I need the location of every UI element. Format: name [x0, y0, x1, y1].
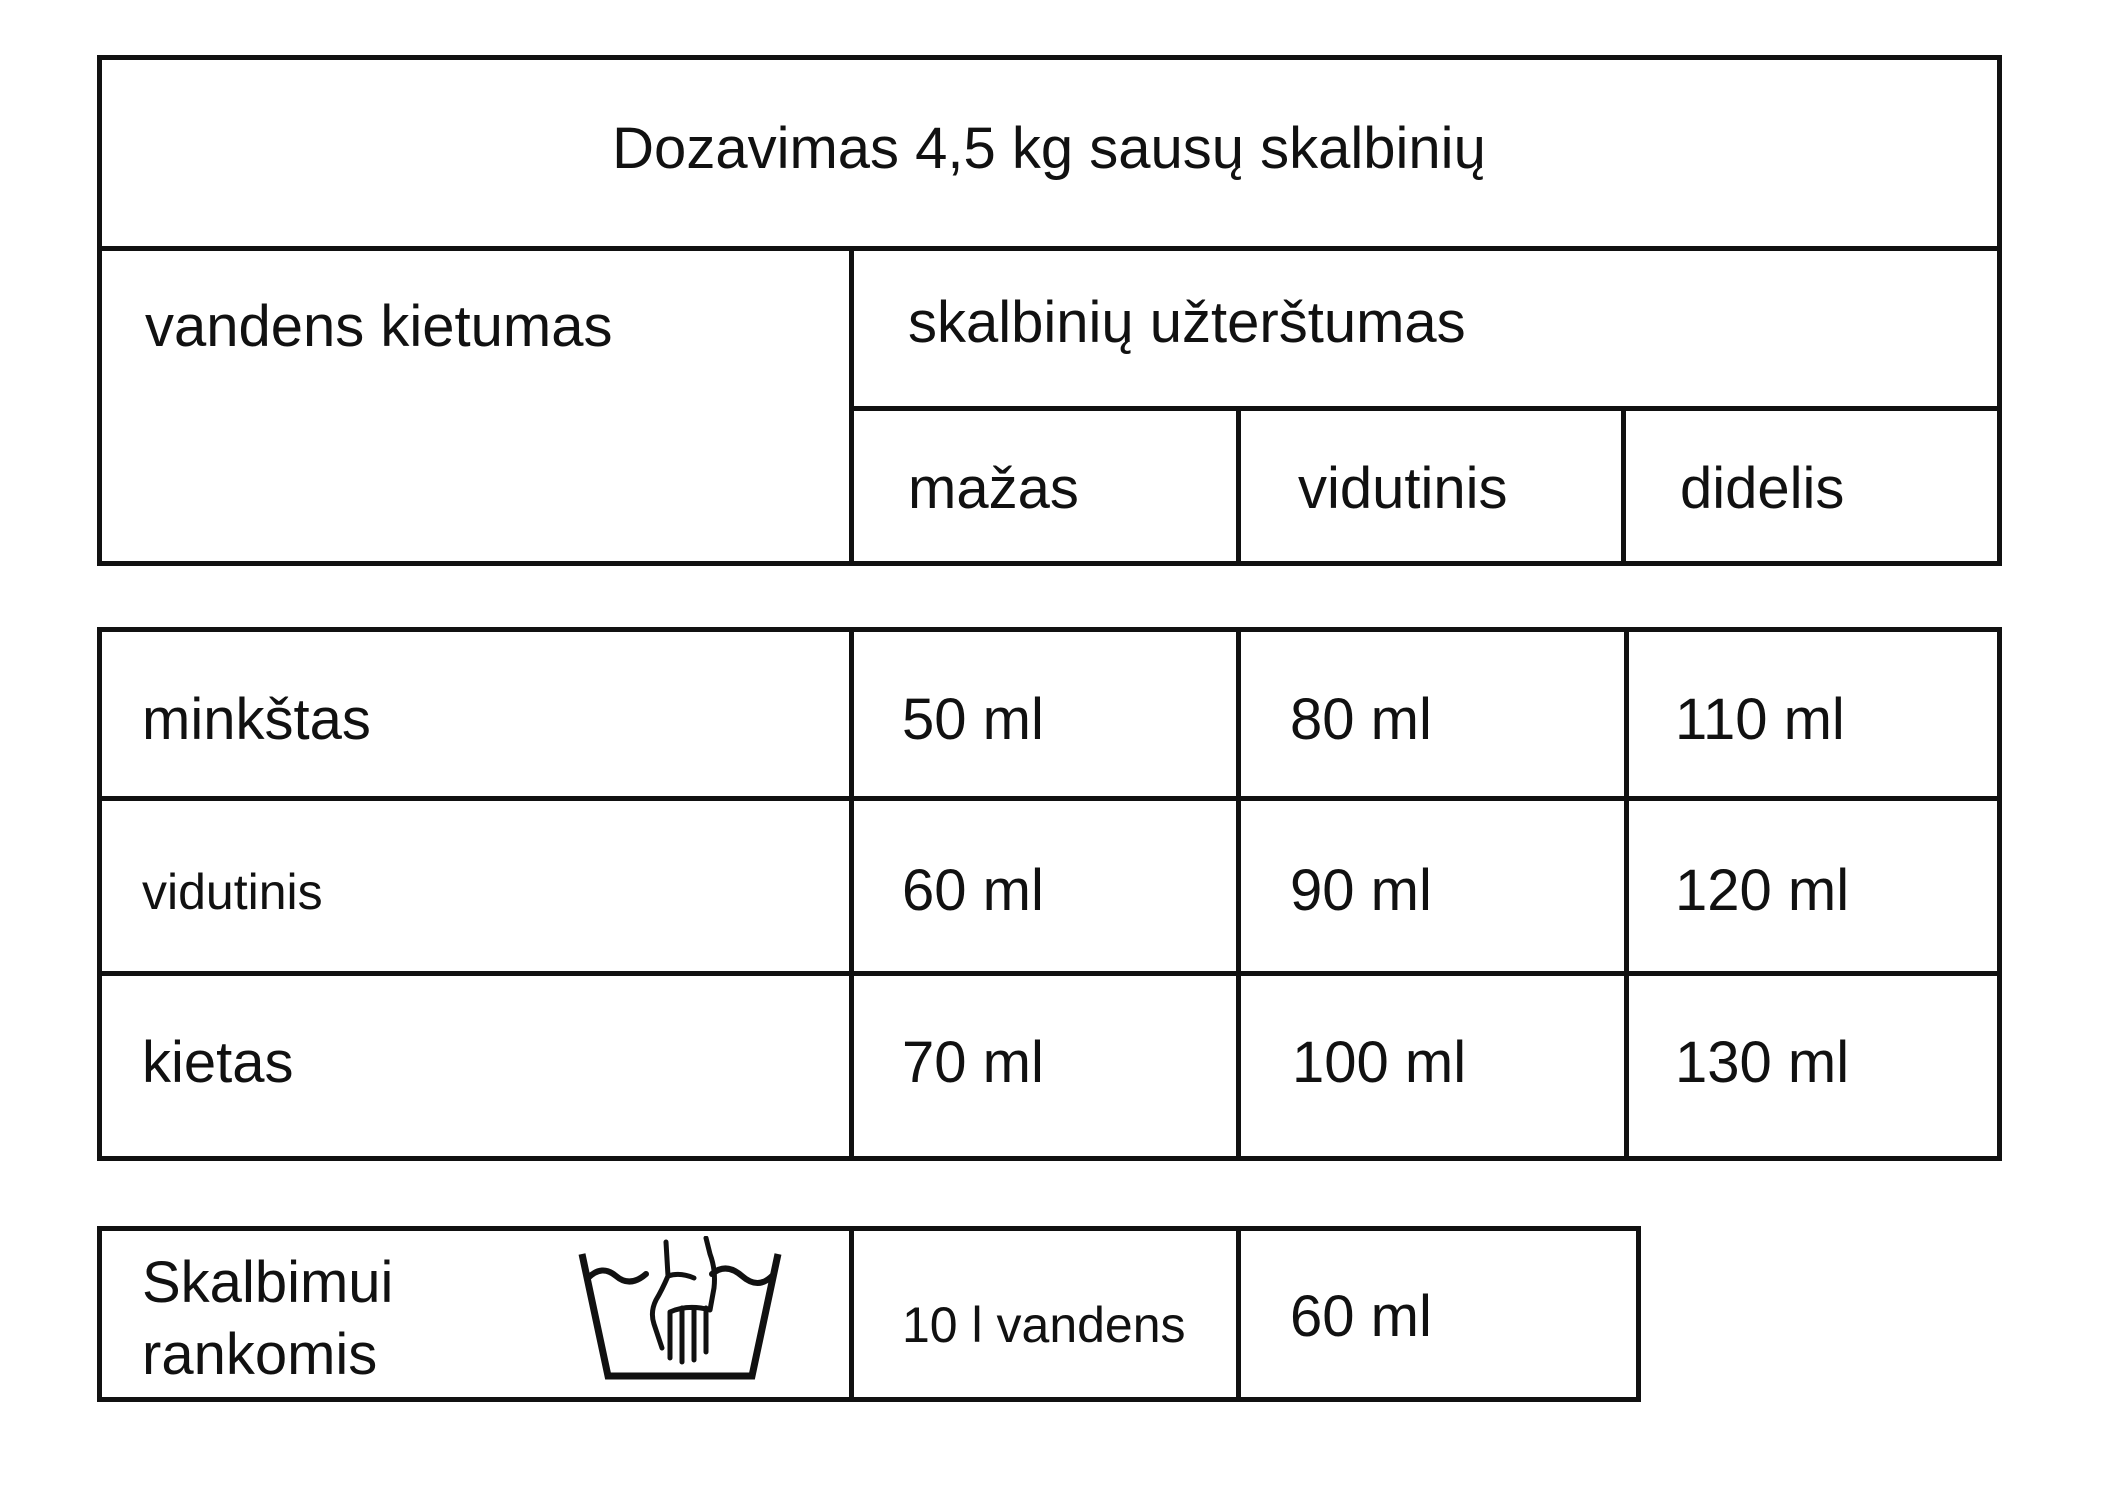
dosage-row-divider-2 [97, 971, 2002, 976]
water-hardness-label: vandens kietumas [145, 294, 613, 359]
cell-hard-high: 130 ml [1675, 1030, 1850, 1095]
cell-soft-medium: 80 ml [1290, 687, 1432, 752]
row-label-medium: vidutinis [142, 864, 323, 920]
cell-medium-low: 60 ml [902, 858, 1044, 923]
cell-medium-medium: 90 ml [1290, 858, 1432, 923]
dosage-col-divider-2 [1236, 627, 1241, 1161]
row-label-hard: kietas [142, 1030, 294, 1095]
handwash-dose: 60 ml [1290, 1284, 1432, 1349]
hand-wash-icon [570, 1236, 790, 1392]
soiling-label: skalbinių užterštumas [908, 290, 1466, 355]
cell-soft-low: 50 ml [902, 687, 1044, 752]
row-label-soft: minkštas [142, 687, 371, 752]
cell-medium-high: 120 ml [1675, 858, 1850, 923]
dosage-row-divider-1 [97, 796, 2002, 801]
cell-soft-high: 110 ml [1675, 687, 1845, 752]
header-title-divider [97, 246, 2002, 251]
dosage-col-divider-1 [849, 627, 854, 1161]
soiling-level-low: mažas [908, 456, 1079, 521]
handwash-col-divider-2 [1236, 1226, 1241, 1402]
cell-hard-medium: 100 ml [1292, 1030, 1467, 1095]
handwash-water-amount: 10 l vandens [902, 1297, 1186, 1353]
table-title: Dozavimas 4,5 kg sausų skalbinių [612, 116, 1486, 181]
cell-hard-low: 70 ml [902, 1030, 1044, 1095]
soiling-level-medium: vidutinis [1298, 456, 1508, 521]
handwash-label-line2: rankomis [142, 1322, 378, 1387]
soiling-levels-divider [849, 406, 2002, 411]
handwash-col-divider-1 [849, 1226, 854, 1402]
handwash-label-line1: Skalbimui [142, 1250, 394, 1315]
soiling-col-divider-1 [1236, 406, 1241, 566]
soiling-col-divider-2 [1621, 406, 1626, 566]
dosage-col-divider-3 [1624, 627, 1629, 1161]
soiling-level-high: didelis [1680, 456, 1845, 521]
